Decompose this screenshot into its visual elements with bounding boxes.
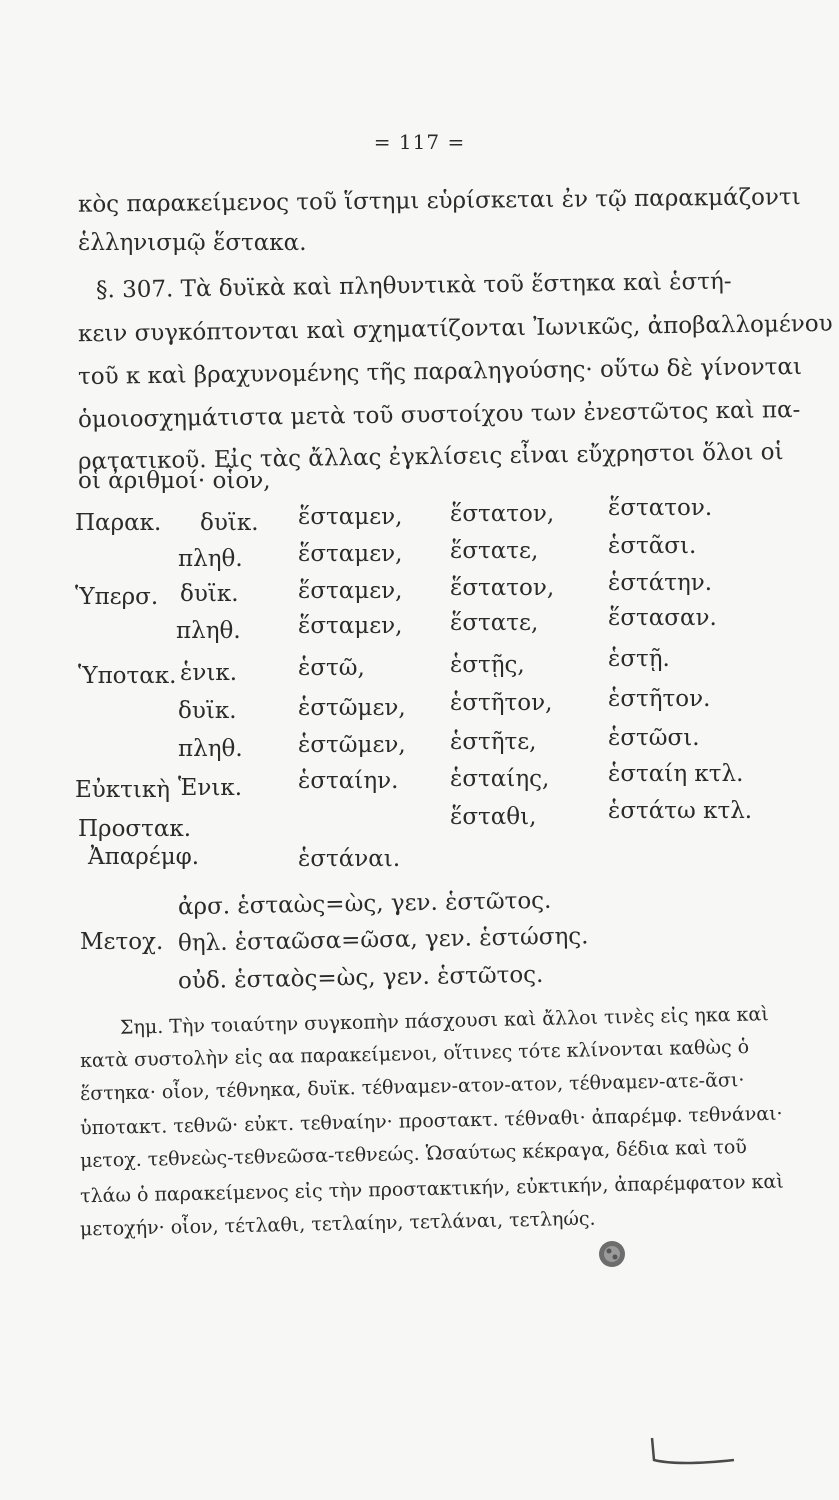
mood-label: Προστακ.: [78, 816, 192, 842]
form-2p: ἕστατε,: [450, 538, 539, 564]
section-heading-line: §. 307. Τὰ δυϊκὰ καὶ πληθυντικὰ τοῦ ἕστηκα καὶ ἑστή-: [95, 268, 732, 304]
form-2p: ἑστῆτε,: [450, 729, 537, 755]
form-3p: ἑστῆτον.: [608, 686, 711, 712]
number-label: πληθ.: [178, 546, 243, 572]
form-2p: ἑσταίης,: [450, 766, 550, 792]
form-1p: ἑστῶ,: [298, 655, 365, 681]
note-line: κατὰ συστολὴν εἰς αα παρακείμενοι, οἵτινες τότε κλίνονται καθὼς ὁ: [79, 1035, 750, 1073]
form-3p: ἑστάτην.: [608, 570, 713, 596]
text-line: ἑλληνισμῷ ἕστακα.: [78, 230, 307, 256]
form-1p: ἕσταμεν,: [298, 578, 403, 604]
form-3p: ἑστᾶσι.: [608, 533, 697, 559]
number-label: πληθ.: [178, 736, 243, 762]
participle-label: Μετοχ.: [80, 929, 164, 955]
form-3p: ἑστάτω κτλ.: [608, 798, 753, 824]
form-3p: ἑστῶσι.: [608, 725, 700, 751]
number-label: δυϊκ.: [180, 581, 239, 607]
form-1p: ἑστῶμεν,: [298, 695, 406, 721]
form-3p: ἑστῇ.: [608, 646, 670, 672]
form-1p: ἕσταμεν,: [298, 613, 403, 639]
text-line: κειν συγκόπτονται καὶ σχηματίζονται Ἰωνικῶς, ἀποβαλλομένου: [77, 310, 833, 348]
tense-label: Ὑπερσ.: [75, 584, 159, 610]
note-line: Σημ. Τὴν τοιαύτην συγκοπὴν πάσχουσι καὶ ἄλλοι τινὲς εἰς ηκα καὶ: [119, 1003, 769, 1039]
note-line: τλάω ὁ παρακείμενος εἰς τὴν προστακτικήν, εὐκτικήν, ἀπαρέμφατον καὶ: [79, 1170, 784, 1208]
tense-label: Παρακ.: [75, 510, 162, 536]
number-label: Ἑνικ.: [178, 775, 243, 801]
participle-line: θηλ. ἑσταῶσα=ῶσα, γεν. ἑστώσης.: [177, 923, 589, 957]
text-line: οἱ ἀριθμοί· οἷον,: [78, 468, 271, 494]
form-2p: ἕστατον,: [450, 501, 555, 527]
participle-line: οὐδ. ἑσταὸς=ὼς, γεν. ἑστῶτος.: [177, 961, 544, 995]
note-line: μετοχήν· οἷον, τέτλαθι, τετλαίην, τετλάναι, τετληώς.: [79, 1207, 596, 1241]
number-label: δυϊκ.: [200, 510, 259, 536]
form-1p: ἑσταίην.: [298, 768, 399, 794]
text-line: τοῦ κ καὶ βραχυνομένης τῆς παραληγούσης· οὕτω δὲ γίνονται: [77, 353, 803, 391]
page-number: = 117 =: [373, 130, 466, 154]
form-2p: ἑστῆτον,: [450, 690, 553, 716]
pencil-mark-icon: [648, 1430, 738, 1476]
note-line: μετοχ. τεθνεὼς-τεθνεῶσα-τεθνεώς. Ὡσαύτως κέκραγα, δέδια καὶ τοῦ: [79, 1136, 748, 1172]
note-line: ἕστηκα· οἷον, τέθνηκα, δυϊκ. τέθναμεν-ατον-ατον, τέθναμεν-ατε-ᾶσι·: [79, 1069, 745, 1105]
form-3p: ἑσταίη κτλ.: [608, 761, 744, 787]
form-3p: ἕστατον.: [608, 495, 713, 521]
text-line: ὁμοιοσχημάτιστα μετὰ τοῦ συστοίχου των ἐνεστῶτος καὶ πα-: [77, 396, 801, 434]
number-label: ἑνικ.: [180, 660, 238, 686]
text-line: ρατατικοῦ. Εἰς τὰς ἄλλας ἐγκλίσεις εἶναι εὔχρηστοι ὅλοι οἱ: [77, 439, 784, 475]
number-label: πληθ.: [176, 618, 241, 644]
form-2p: ἕστατον,: [450, 575, 555, 601]
ink-stamp-icon: [594, 1238, 630, 1270]
participle-line: ἀρσ. ἑσταὼς=ὼς, γεν. ἑστῶτος.: [177, 887, 552, 921]
tense-label: Ὑποτακ.: [78, 663, 177, 689]
form-2p: ἕσταθι,: [450, 804, 537, 830]
form-3p: ἕστασαν.: [608, 605, 717, 631]
form-1p: ἕσταμεν,: [298, 541, 403, 567]
form-1p: ἕσταμεν,: [298, 504, 403, 530]
form-infinitive: ἑστάναι.: [298, 846, 401, 872]
mood-label: Εὐκτικὴ: [75, 777, 171, 803]
form-1p: ἑστῶμεν,: [298, 732, 406, 758]
number-label: δυϊκ.: [178, 698, 237, 724]
form-2p: ἕστατε,: [450, 610, 539, 636]
mood-label: Ἀπαρέμφ.: [88, 844, 200, 870]
text-line: κὸς παρακείμενος τοῦ ἵστημι εὑρίσκεται ἐν τῷ παρακμάζοντι: [77, 184, 801, 218]
note-line: ὑποτακτ. τεθνῶ· εὐκτ. τεθναίην· προστακτ. τέθναθι· ἀπαρέμφ. τεθνάναι·: [79, 1102, 783, 1140]
form-2p: ἑστῇς,: [450, 652, 525, 678]
